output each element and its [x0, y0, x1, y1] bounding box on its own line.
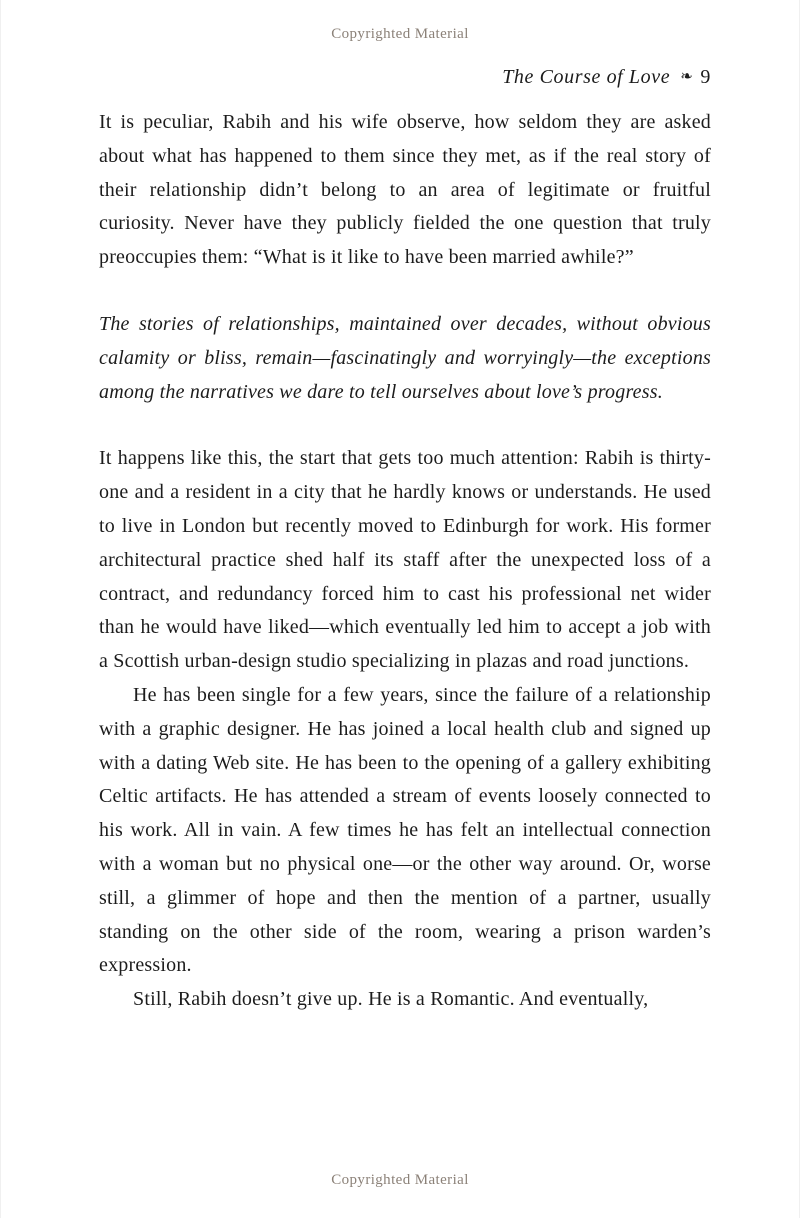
copyright-notice-bottom: Copyrighted Material	[331, 1172, 469, 1188]
running-header	[99, 66, 711, 89]
page-number: 9	[700, 66, 711, 88]
paragraph: Still, Rabih doesn’t give up. He is a Romantic. And eventually,	[133, 988, 649, 1011]
copyright-notice-top: Copyrighted Material	[331, 26, 469, 42]
paragraph: The stories of relationships, maintained over decades, without obvious calamity or bliss, remain—fascinatingly and worryingly—the exceptions among the narratives we dare to tell ourselves about love’s progress.	[99, 312, 711, 403]
paragraph: It happens like this, the start that gets too much attention: Rabih is thirty-one and a resident in a city that he hardly knows or understands. He used to live in London but recently moved to Edinburgh for work. His former architectural practice shed half its staff after the unexpected loss of a contract, and redundancy forced him to cast his professional net wider than he would have liked—which eventually led him to accept a job with a Scottish urban-design studio specializing in plazas and road junctions.	[99, 447, 711, 673]
paragraph: It is peculiar, Rabih and his wife observe, how seldom they are asked about what has happened to them since they met, as if the real story of their relationship didn’t belong to an area of legitimate or fruitful curiosity. Never have they publicly fielded the one question that truly preoccupies them: “What is it like to have been married awhile?”	[99, 111, 711, 269]
paragraph: He has been single for a few years, since the failure of a relationship with a graphic designer. He has joined a local health club and signed up with a dating Web site. He has been to the opening of a gallery exhibiting Celtic artifacts. He has attended a stream of events loosely connected to his work. All in vain. A few times he has felt an intellectual connection with a woman but no physical one—or the other way around. Or, worse still, a glimmer of hope and then the mention of a partner, usually standing on the other side of the room, wearing a prison warden’s expression.	[99, 683, 711, 977]
body-text	[99, 106, 711, 1017]
book-title: The Course of Love	[502, 66, 671, 88]
fleuron-ornament-icon: ❧	[680, 69, 694, 85]
